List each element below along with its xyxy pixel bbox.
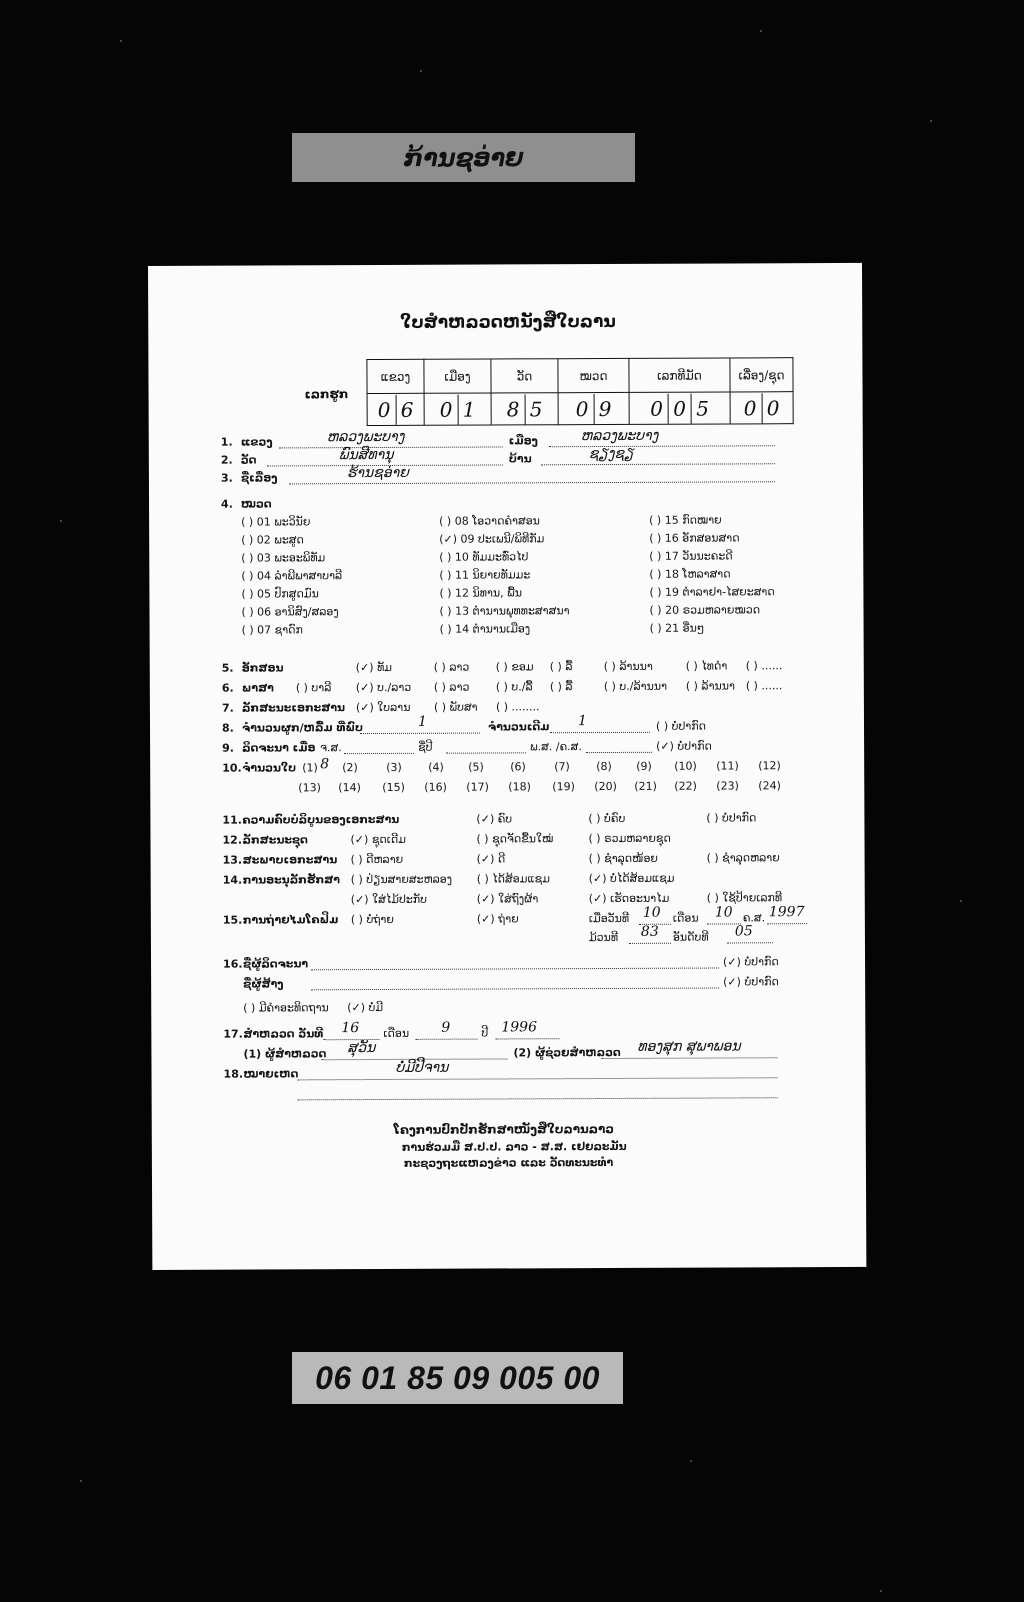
microfilm-day: 10: [642, 904, 661, 921]
microfilm-date-label: ເມື່ອວັນທີ: [588, 911, 630, 926]
survey-day: 16: [341, 1020, 360, 1037]
leaf-count-slot: (23): [716, 779, 739, 793]
leaf-count-slot: (10): [674, 759, 697, 773]
item-number: 11.: [222, 813, 242, 827]
leaf-count-slot: (22): [674, 779, 697, 793]
film-speck: [880, 1590, 882, 1592]
set-type-option: ( ) ຊຸດຈັດຂື້ນໃໝ່: [476, 832, 554, 846]
item-number: 7.: [221, 701, 234, 715]
category-option: ( ) 15 ກົດໝາຍ: [649, 513, 722, 527]
condition-option: ( ) ຊຳລຸດຫລາຍ: [706, 851, 780, 865]
district-value: ຫລວງພະບາງ: [580, 427, 659, 445]
fill-line: [629, 943, 671, 944]
code-cell: [730, 392, 793, 424]
assistant-value: ທອງສຸກ ສຸພາພອນ: [637, 1038, 741, 1055]
footer-line: ກະຊວງຖະແຫລງຂ່າວ ແລະ ວັດທະນະທຳ: [403, 1155, 614, 1170]
item-number: 13.: [222, 853, 243, 867]
script-option: ( ) ລ້ານນາ: [603, 659, 653, 674]
leaf-count-slot: (14): [338, 781, 361, 795]
leaf-count-slot: (5): [468, 760, 484, 774]
category-option: ( ) 21 ອື່ນໆ: [649, 621, 705, 635]
leaf-count-slot: (20): [594, 779, 617, 794]
film-speck: [60, 520, 62, 522]
script-label: ອັກສອນ: [241, 661, 284, 675]
item-number: 1.: [220, 435, 233, 449]
fill-line: [446, 752, 526, 753]
language-option: ( ) ລາວ: [433, 680, 470, 694]
leaf-count-slot: (11): [716, 759, 739, 773]
leaves-value: 8: [320, 756, 330, 773]
code-header: ວັດ: [491, 359, 558, 393]
form-title: ໃບສຳຫລວດຫນັງສືໃບລານ: [400, 311, 616, 333]
code-cell: [424, 393, 491, 425]
film-code-label: 06 01 85 09 005 00: [292, 1352, 623, 1404]
conservation-option: (✓) ເຮັດອະນາໄມ: [588, 891, 670, 906]
code-cell: [491, 393, 558, 425]
leaf-count-slot: (3): [386, 760, 402, 774]
leaf-count-slot: (2): [342, 761, 358, 775]
item-number: 6.: [221, 681, 234, 695]
category-option: ( ) 19 ຕຳລາຢາ-ໄສຍະສາດ: [649, 585, 775, 599]
cs-era-label: ຈ.ສ.: [320, 741, 342, 755]
film-speck: [960, 900, 962, 902]
fill-line: [311, 988, 719, 991]
leaves-label: ຈຳນວນໃບ: [242, 761, 297, 775]
fill-line: [298, 1077, 778, 1080]
doctype-option: ( ) ພັບສາ: [433, 700, 478, 714]
survey-year-label: ປີ: [481, 1026, 489, 1040]
temple-value: ພົນສີທານຸ: [338, 446, 394, 464]
fill-line: [601, 1057, 777, 1059]
original-count-label: ຈຳນວນເດີມ: [487, 720, 550, 734]
leaf-count-slot: (18): [508, 780, 531, 794]
code-digit: 0: [377, 397, 391, 422]
film-speck: [80, 1480, 82, 1482]
language-label: ພາສາ: [241, 681, 274, 695]
code-cell: [367, 393, 424, 425]
leaf-count-slot: (8): [596, 759, 612, 774]
category-option: ( ) 04 ລຳພີພາສາບາລີ: [241, 569, 343, 583]
category-option: ( ) 10 ທັມມະທົ່ວໄປ: [439, 550, 529, 564]
category-option: ( ) 11 ນິຍາຍທັມມະ: [439, 568, 531, 582]
language-option: ( ) ......: [745, 679, 783, 693]
fill-line: [586, 752, 652, 753]
microfilm-year-label: ຄ.ສ.: [742, 911, 766, 925]
surveyor-value: ສຸວັນ: [347, 1040, 376, 1057]
category-option: ( ) 12 ນິທານ, ພື້ນ: [439, 586, 522, 600]
condition-option: ( ) ດີຫລາຍ: [350, 852, 404, 867]
not-shown-option: (✓) ບໍ່ປາກົດ: [656, 739, 712, 753]
category-option: ( ) 05 ປົກສູດມົນ: [241, 587, 319, 601]
category-option: ( ) 01 ພະວິນັຍ: [241, 515, 311, 529]
leaf-count-slot: (13): [298, 781, 321, 795]
item-number: 17.: [223, 1027, 243, 1041]
completeness-option: ( ) ບໍ່ຄົບ: [588, 811, 626, 826]
language-option: ( ) ບ./ລື້: [495, 680, 533, 694]
original-count-value: 1: [577, 713, 587, 730]
code-header: ເລກທີມັດ: [629, 358, 730, 392]
fill-line: [549, 445, 775, 447]
leaf-count-slot: (15): [382, 780, 405, 794]
roll-label: ມ້ວນທີ: [588, 930, 619, 945]
survey-year: 1996: [501, 1019, 538, 1036]
year-name-label: ຊື່ປີ: [418, 740, 433, 754]
condition-option: (✓) ດີ: [476, 852, 506, 866]
microfilm-option: ( ) ບໍ່ຖ່າຍ: [350, 912, 394, 927]
be-ce-label: ພ.ສ. /ຄ.ສ.: [530, 740, 582, 754]
code-digit: 0: [439, 397, 453, 422]
language-option: ( ) ລື້: [549, 680, 573, 694]
script-option: ( ) ລື້: [549, 660, 573, 674]
assistant-label: (2) ຜູ້ຊ່ວຍສຳຫລວດ: [513, 1045, 621, 1060]
item-number: 12.: [222, 833, 243, 847]
fill-line: [767, 923, 807, 924]
microfilm-label: ການຖ່າຍໄມໂຄຟິມ: [242, 913, 339, 927]
temple-label: ວັດ: [240, 453, 257, 467]
category-option: (✓) 09 ປະເພນີ/ພິທີກັມ: [439, 532, 545, 546]
composed-label: ລິດຈະນາ ເມື່ອ: [242, 741, 316, 755]
script-option: ( ) ໄທດຳ: [685, 659, 728, 673]
set-type-label: ລັກສະນະຊຸດ: [242, 833, 308, 847]
survey-form: [148, 263, 866, 1270]
category-option: ( ) 07 ຊາດົກ: [241, 623, 303, 637]
leaf-count-slot: (7): [554, 760, 570, 774]
doctype-option: ( ) ........: [495, 700, 540, 714]
conservation-option: ( ) ໄດ້ສ້ອມແຊມ: [476, 872, 550, 886]
code-cell: [558, 392, 629, 424]
category-option: ( ) 03 ພະອະພິທັມ: [241, 551, 326, 565]
not-shown-option: ( ) ບໍ່ປາກົດ: [655, 719, 707, 733]
set-type-option: (✓) ຊຸດເດີມ: [350, 832, 406, 847]
leaf-count-slot: (4): [428, 760, 444, 774]
composer-label: ຊື່ຜູ້ລິດຈະນາ: [243, 957, 309, 971]
code-header: ເລື່ອງ/ຊຸດ: [730, 358, 793, 392]
title-label: ຊື່ເລື່ອງ: [240, 471, 278, 485]
language-option: (✓) ບ./ລາວ: [355, 680, 412, 695]
village-value: ຊຽງຊຽ: [588, 445, 634, 463]
item-number: 18.: [223, 1067, 244, 1081]
condition-label: ສະພາບເອກະສານ: [242, 853, 338, 867]
code-digit: 0: [668, 393, 691, 423]
title-value: ຮ້ານຊອ່າຍ: [346, 464, 409, 482]
fill-line: [344, 753, 414, 754]
film-title-label: ກ້ານຊອ່າຍ: [292, 133, 635, 182]
script-option: ( ) ......: [745, 659, 783, 673]
doctype-label: ລັກສະນະເອກະສານ: [241, 701, 346, 715]
fill-line: [495, 1038, 559, 1039]
category-option: ( ) 02 ພະສູດ: [241, 533, 304, 547]
film-speck: [760, 30, 762, 32]
category-option: ( ) 14 ຕຳນານເມືອງ: [439, 622, 531, 636]
sequence-value: 05: [734, 923, 753, 940]
category-option: ( ) 20 ຣວມຫລາຍໝວດ: [649, 603, 761, 617]
not-shown-option: (✓) ບໍ່ປາກົດ: [723, 975, 779, 989]
fill-line: [550, 732, 650, 733]
conservation-option: (✓) ບໍ່ໄດ້ສ້ອມແຊມ: [588, 871, 675, 886]
item-number: 10.: [222, 761, 242, 775]
category-option: ( ) 06 ອານິສົງ/ສລອງ: [241, 605, 339, 619]
code-digit: 6: [395, 394, 418, 424]
conservation-label: ການອະນຸລັກຮັກສາ: [242, 873, 340, 887]
province-label: ແຂວງ: [240, 435, 273, 449]
microfilm-month-label: ເດືອນ: [672, 911, 699, 925]
code-digit: 0: [575, 396, 589, 421]
language-option: ( ) ບ./ລ້ານນາ: [603, 679, 668, 694]
leaf-count-slot: (6): [510, 760, 526, 774]
code-cell: [629, 392, 730, 424]
leaf-count-slot: (12): [758, 759, 781, 773]
code-header: ເມືອງ: [424, 359, 491, 393]
village-label: ບ້ານ: [508, 452, 532, 466]
code-digit: 9: [593, 393, 616, 423]
category-option: ( ) 18 ໂຫລາສາດ: [649, 567, 731, 581]
item-number: 5.: [221, 661, 234, 675]
microfilm-year: 1997: [768, 904, 805, 921]
item-number: 16.: [223, 957, 243, 971]
item-number: 9.: [222, 741, 234, 755]
fill-line: [541, 463, 775, 465]
leaf-count-slot: (19): [552, 780, 575, 794]
fill-line: [415, 1039, 477, 1040]
category-option: ( ) 13 ຕຳນານພຸທທະສາສນາ: [439, 604, 570, 618]
doctype-option: (✓) ໃບລານ: [355, 700, 411, 715]
conservation-option: (✓) ໃສ່ຖົງຜ້າ: [476, 892, 539, 906]
survey-date-label: ສຳຫລວດ ວັນທີ: [243, 1027, 324, 1041]
script-option: ( ) ລາວ: [433, 660, 470, 674]
creator-label: ຊື່ຜູ້ສ້າງ: [243, 977, 284, 991]
language-option: ( ) ລ້ານນາ: [685, 679, 735, 693]
script-option: ( ) ຂອມ: [495, 660, 534, 674]
footer-line: ໂຄງການປົກປັກຮັກສາໜັງສືໃບລານລາວ: [393, 1121, 614, 1137]
dedication-option: ( ) ມີຄຳອະທິດຖານ: [243, 1001, 329, 1015]
code-header: ໝວດ: [558, 358, 629, 392]
script-option: (✓) ທັມ: [355, 660, 393, 675]
leaf-count-slot: (21): [634, 779, 657, 793]
fill-line: [298, 1097, 778, 1100]
remarks-label: ໝາຍເຫດ: [243, 1067, 299, 1081]
fill-line: [311, 968, 719, 971]
code-header: ແຂວງ: [367, 359, 424, 393]
film-speck: [420, 70, 422, 72]
code-label: ເລກຮູກ: [304, 387, 349, 402]
bundles-found-value: 1: [417, 713, 427, 730]
item-number: 3.: [220, 471, 233, 485]
code-digit: 0: [761, 393, 784, 423]
completeness-label: ຄວາມຄົບບໍລິບູນຂອງເອກະສານ: [242, 812, 400, 827]
leaf-count-slot: (17): [466, 780, 489, 794]
item-number: 2.: [220, 453, 233, 467]
remarks-value: ບໍ່ມີປີຈານ: [395, 1059, 449, 1076]
code-digit: 0: [743, 395, 757, 420]
code-digit: 8: [506, 396, 520, 421]
leaf-count-slot: (16): [424, 780, 447, 794]
completeness-option: (✓) ຄົບ: [476, 812, 513, 826]
film-speck: [120, 40, 122, 42]
roll-value: 83: [640, 923, 659, 940]
code-digit: 1: [457, 394, 480, 424]
district-label: ເມືອງ: [508, 434, 538, 448]
set-type-option: ( ) ຣວມຫລາຍຊຸດ: [588, 831, 671, 846]
code-table: [366, 357, 793, 426]
category-option: ( ) 17 ວັນນະຄະດີ: [649, 549, 733, 563]
code-digit: 5: [524, 394, 547, 424]
bundles-found-label: ຈຳນວນຜູກ/ຫລື້ມ ທີ່ພົບ: [241, 721, 364, 735]
leaf-count-slot: (24): [758, 779, 781, 793]
category-option: ( ) 08 ໂອວາດຄຳສອນ: [439, 514, 540, 528]
microfilm-option: (✓) ຖ່າຍ: [476, 912, 519, 926]
microfilm-month: 10: [714, 904, 733, 921]
fill-line: [360, 733, 480, 735]
survey-month-label: ເດືອນ: [383, 1026, 410, 1040]
conservation-option: ( ) ໃຊ້ປ້າຍເລກທີ: [706, 891, 783, 905]
footer-line: ການຮ່ວມມື ສ.ປ.ປ. ລາວ - ສ.ສ. ເຢຍລະມັນ: [401, 1139, 627, 1154]
leaf-count-slot: (1): [302, 761, 318, 775]
film-speck: [930, 120, 932, 122]
category-option: ( ) 16 ອັກສອນສາດ: [649, 531, 740, 545]
film-speck: [690, 1460, 692, 1462]
survey-month: 9: [441, 1019, 451, 1036]
item-number: 4.: [221, 497, 233, 511]
code-digit: 5: [691, 393, 714, 423]
not-shown-option: (✓) ບໍ່ປາກົດ: [723, 955, 779, 969]
surveyor-label: (1) ຜູ້ສຳຫລວດ: [243, 1047, 327, 1061]
item-number: 15.: [222, 913, 243, 927]
sequence-label: ອັນດັບທີ: [672, 930, 709, 944]
fill-line: [289, 481, 775, 484]
conservation-option: ( ) ປ່ຽນສາຍສະຫລອງ: [350, 872, 453, 887]
code-digit: 0: [650, 396, 664, 421]
condition-option: ( ) ຊຳລຸດໜ້ອຍ: [588, 851, 658, 866]
fill-line: [727, 942, 773, 943]
leaf-count-slot: (9): [636, 759, 652, 773]
dedication-option: (✓) ບໍ່ມີ: [347, 1000, 384, 1015]
province-value: ຫລວງພະບາງ: [326, 428, 405, 446]
completeness-option: ( ) ບໍ່ປາກົດ: [706, 811, 757, 825]
category-label: ໝວດ: [241, 497, 272, 511]
conservation-option: (✓) ໃສ່ໄມ້ປະກັບ: [350, 892, 428, 907]
language-option: ( ) ບາລີ: [295, 681, 332, 695]
item-number: 14.: [222, 873, 243, 887]
item-number: 8.: [221, 721, 234, 735]
